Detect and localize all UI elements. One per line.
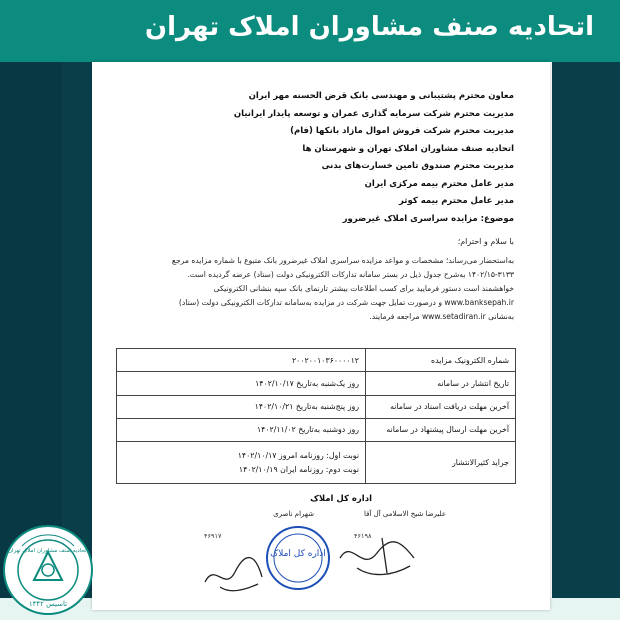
signature-icon: [200, 542, 270, 600]
row-value: روز پنج‌شنبه به‌تاریخ ۱۴۰۲/۱۰/۲۱: [117, 395, 366, 418]
signer-name: علیرضا شیخ الاسلامی آل آقا: [364, 510, 446, 518]
addressee-line: مدیریت محترم شرکت فروش اموال مازاد بانکها (فام): [290, 126, 514, 136]
letter-document: [92, 62, 550, 610]
row-value: ۲۰۰۲۰۰۱۰۳۶۰۰۰۰۱۲: [117, 349, 366, 372]
seal-founded: تاسیس ۱۳۴۲: [28, 600, 68, 608]
page-title: اتحادیه صنف مشاوران املاک تهران: [144, 12, 594, 42]
body-line: به‌استحضار می‌رساند؛ مشخصات و مواعد مزایده سراسری املاک غیرضرور بانک متبوع با شماره مزایده مرجع: [171, 256, 514, 265]
row-label: جراید کثیرالانتشار: [366, 442, 516, 484]
row-label: تاریخ انتشار در سامانه: [366, 372, 516, 395]
greeting: با سلام و احترام؛: [457, 237, 514, 246]
table-row: [117, 442, 516, 484]
table-row: [117, 418, 516, 441]
body-line: به‌نشانی www.setadiran.ir مراجعه فرمایند.: [369, 312, 514, 321]
addressee-line: مدیریت محترم صندوق تامین خسارت‌های بدنی: [321, 161, 514, 171]
addressee-line: معاون محترم پشتیبانی و مهندسی بانک قرض الحسنه مهر ایران: [248, 91, 514, 101]
auction-info-table: [116, 348, 516, 484]
table-row: [117, 372, 516, 395]
table-row: [117, 395, 516, 418]
signature-icon: [332, 528, 422, 588]
stamp-text: اداره کل املاک: [270, 549, 326, 559]
newspaper-line: نوبت اول: روزنامه امروز ۱۴۰۲/۱۰/۱۷: [237, 450, 359, 460]
signer-name: شهرام ناصری: [273, 510, 314, 518]
addressee-list: [134, 88, 514, 228]
row-value: روز یک‌شنبه به‌تاریخ ۱۴۰۲/۱۰/۱۷: [117, 372, 366, 395]
subject-line: موضوع: مزایده سراسری املاک غیرضرور: [342, 213, 514, 224]
row-label: آخرین مهلت ارسال پیشنهاد در سامانه: [366, 418, 516, 441]
header-banner: [0, 0, 620, 62]
body-line: www.banksepah.ir و درصورت تمایل جهت شرکت در مزایده به‌سامانه تدارکات الکترونیکی دولت (ستاد): [178, 298, 514, 307]
body-line: ۱۴۰۲/۱۵-۳۱۳۳ به‌شرح جدول ذیل در بستر سامانه تدارکات الکترونیکی دولت (ستاد) عرضه گردیده است.: [187, 270, 514, 279]
stamp-icon: [264, 524, 332, 592]
addressee-line: مدیریت محترم شرکت سرمایه گذاری عمران و توسعه پایدار ایرانیان: [233, 108, 514, 119]
right-frame: [552, 62, 620, 620]
letter-body: [122, 237, 514, 324]
signer-code: ۴۶۹۱۷: [204, 532, 222, 540]
seal-text: اتحادیه صنف مشاوران املاک تهران: [8, 548, 88, 554]
body-line: خواهشمند است دستور فرمایید برای کسب اطلاعات بیشتر تارنمای بانک سپه بنشانی الکترونیکی: [213, 284, 514, 293]
row-value: روز دوشنبه به‌تاریخ ۱۴۰۲/۱۱/۰۲: [117, 418, 366, 441]
addressee-line: اتحادیه صنف مشاوران املاک تهران و شهرستان ها: [302, 143, 514, 154]
signer-code: ۴۶۱۹۸: [354, 532, 372, 540]
newspaper-line: نوبت دوم: روزنامه ایران ۱۴۰۲/۱۰/۱۹: [238, 464, 359, 474]
row-label: شماره الکترونیک مزایده: [366, 349, 516, 372]
row-value: [117, 442, 366, 484]
signature-title: اداره کل املاک: [310, 494, 372, 504]
table-row: [117, 349, 516, 372]
addressee-line: مدیر عامل محترم بیمه کوثر: [399, 196, 514, 206]
row-label: آخرین مهلت دریافت اسناد در سامانه: [366, 395, 516, 418]
addressee-line: مدیر عامل محترم بیمه مرکزی ایران: [364, 178, 514, 189]
